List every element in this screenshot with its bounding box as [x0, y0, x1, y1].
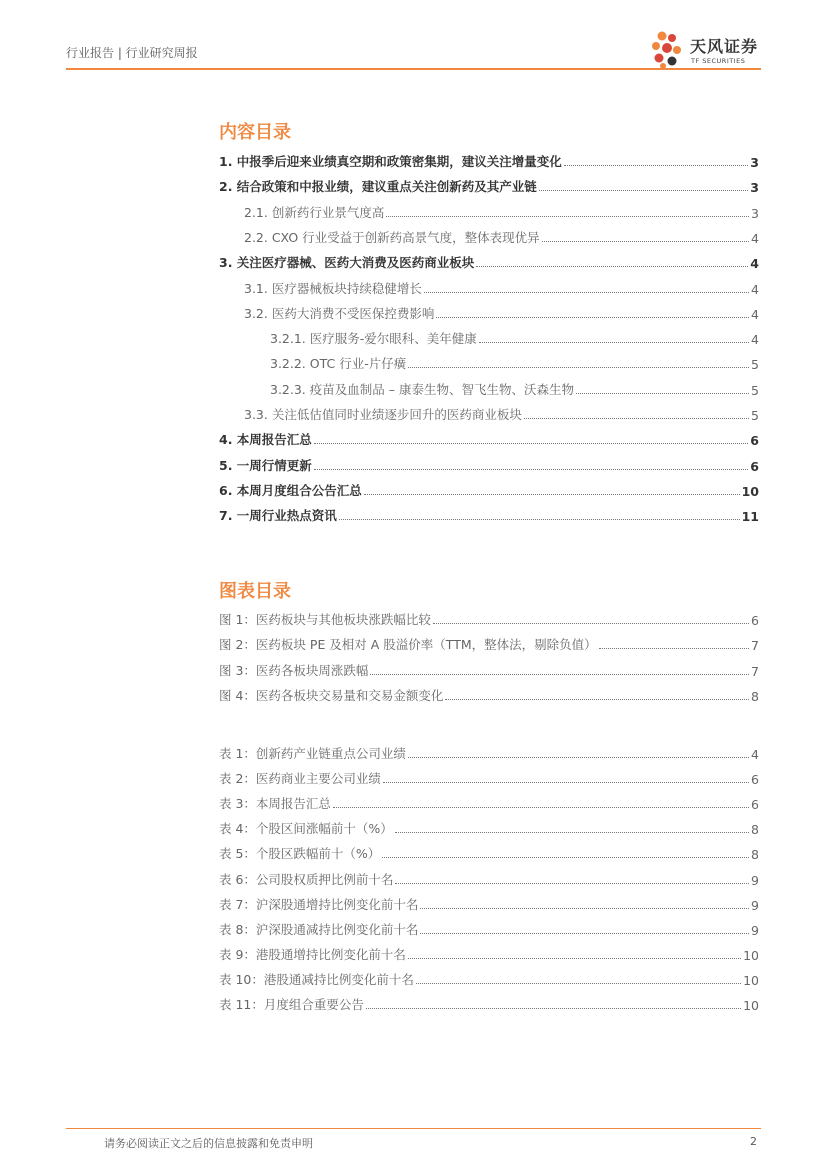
dot-leader — [599, 648, 749, 649]
dot-leader — [333, 807, 749, 808]
header-breadcrumb: 行业报告 | 行业研究周报 — [66, 46, 198, 60]
dot-leader — [524, 418, 749, 419]
toc-entry-label: 3.2.1. 医疗服务-爱尔眼科、美年健康 — [270, 331, 477, 347]
dot-leader — [479, 342, 749, 343]
toc-entry[interactable] — [270, 327, 759, 347]
table-entry-page: 9 — [751, 872, 759, 888]
table-entry[interactable] — [219, 868, 759, 888]
toc-entry-page: 4 — [751, 306, 759, 322]
table-entry-label: 表 7：沪深股通增持比例变化前十名 — [219, 896, 419, 912]
table-entry-label: 表 1：创新药产业链重点公司业绩 — [219, 746, 406, 761]
toc-entry-label: 2.1. 创新药行业景气度高 — [244, 204, 385, 220]
dot-leader — [576, 393, 749, 394]
table-entry-label: 表 2：医药商业主要公司业绩 — [219, 771, 381, 787]
dot-leader — [416, 983, 741, 984]
table-entry[interactable] — [219, 767, 759, 787]
toc-entry[interactable] — [219, 428, 759, 448]
table-entry[interactable] — [219, 918, 759, 938]
toc-entry-label: 3.2.2. OTC 行业-片仔癀 — [270, 356, 407, 372]
footer-divider — [66, 1128, 761, 1129]
table-entry-page: 8 — [751, 822, 759, 838]
toc-entry-page: 10 — [741, 483, 759, 499]
dot-leader — [445, 699, 749, 700]
toc-entry[interactable] — [219, 454, 759, 474]
table-entry[interactable] — [219, 817, 759, 837]
dot-leader — [539, 190, 748, 191]
dot-leader — [476, 266, 748, 267]
dot-leader — [433, 623, 749, 624]
table-entry-label: 表 11：月度组合重要公告 — [219, 997, 364, 1012]
toc-entry-page: 6 — [750, 458, 759, 474]
toc-entry-label: 1. 中报季后迎来业绩真空期和政策密集期，建议关注增量变化 — [219, 154, 562, 169]
table-entry[interactable] — [219, 842, 759, 862]
figure-entry-page: 7 — [751, 663, 759, 679]
table-entry-label: 表 9：港股通增持比例变化前十名 — [219, 946, 406, 962]
dot-leader — [386, 216, 749, 217]
dot-leader — [364, 494, 740, 495]
logo-subtitle: TF SECURITIES — [691, 57, 746, 65]
footer-disclaimer: 请务必阅读正文之后的信息披露和免责申明 — [104, 1137, 313, 1150]
figure-entry-page: 7 — [751, 638, 759, 654]
table-entry[interactable] — [219, 792, 759, 812]
toc-entry-page: 5 — [751, 408, 759, 423]
page-number: 2 — [750, 1135, 757, 1148]
table-entry-page: 9 — [751, 922, 759, 938]
toc-entry-label: 7. 一周行业热点资讯 — [219, 508, 337, 524]
toc-entry[interactable] — [244, 403, 759, 423]
toc-entry-label: 3. 关注医疗器械、医药大消费及医药商业板块 — [219, 255, 475, 271]
table-entry-label: 表 10：港股通减持比例变化前十名 — [219, 971, 414, 987]
table-entry-label: 表 5：个股区跌幅前十（%） — [219, 846, 381, 862]
toc-entry-page: 3 — [750, 180, 759, 196]
figure-entry[interactable] — [219, 633, 759, 653]
dot-leader — [420, 933, 749, 934]
toc-title: 内容目录 — [219, 122, 291, 143]
toc-entry[interactable] — [219, 504, 759, 524]
figure-entry-label: 图 1：医药板块与其他板块涨跌幅比较 — [219, 612, 431, 627]
toc-entry[interactable] — [270, 352, 759, 372]
toc-entry[interactable] — [219, 479, 759, 499]
table-entry-page: 10 — [743, 998, 759, 1013]
dot-leader — [314, 469, 748, 470]
dot-leader — [382, 857, 749, 858]
table-entry-page: 6 — [751, 797, 759, 813]
toc-entry-page: 5 — [751, 357, 759, 373]
dot-leader — [436, 317, 749, 318]
table-entry-page: 10 — [743, 947, 759, 963]
toc-entry[interactable] — [219, 150, 759, 170]
table-entry[interactable] — [219, 742, 759, 762]
table-entry-page: 10 — [743, 972, 759, 988]
toc-entry-label: 3.2. 医药大消费不受医保控费影响 — [244, 305, 435, 321]
figure-entry-page: 8 — [751, 688, 759, 704]
dot-leader — [314, 443, 748, 444]
dot-leader — [370, 674, 749, 675]
dot-leader — [366, 1008, 741, 1009]
toc-entry[interactable] — [244, 201, 759, 221]
toc-entry-page: 4 — [751, 281, 759, 297]
toc-entry-page: 4 — [751, 230, 759, 246]
toc-entry-page: 6 — [750, 433, 759, 449]
figure-entry-label: 图 4：医药各板块交易量和交易金额变化 — [219, 687, 444, 703]
table-entry-label: 表 8：沪深股通减持比例变化前十名 — [219, 921, 419, 937]
table-entry[interactable] — [219, 893, 759, 913]
toc-entry[interactable] — [219, 251, 759, 271]
logo-name: 天风证券 — [690, 37, 759, 56]
toc-entry-page: 3 — [751, 205, 759, 221]
toc-entry[interactable] — [270, 378, 759, 398]
toc-entry-page: 4 — [751, 332, 759, 348]
dot-leader — [395, 832, 749, 833]
table-entry[interactable] — [219, 943, 759, 963]
dot-leader — [424, 292, 749, 293]
figure-entry[interactable] — [219, 659, 759, 679]
dot-leader — [408, 367, 749, 368]
table-entry-page: 8 — [751, 847, 759, 863]
toc-entry-label: 2. 结合政策和中报业绩，建议重点关注创新药及其产业链 — [219, 179, 537, 195]
figure-entry[interactable] — [219, 684, 759, 704]
toc-entry-label: 6. 本周月度组合公告汇总 — [219, 482, 362, 498]
table-entry-label: 表 4：个股区间涨幅前十（%） — [219, 821, 393, 837]
toc-entry-label: 3.2.3. 疫苗及血制品 – 康泰生物、智飞生物、沃森生物 — [270, 381, 574, 397]
toc-entry[interactable] — [244, 226, 759, 246]
company-logo — [650, 28, 765, 70]
toc-entry-label: 5. 一周行情更新 — [219, 457, 312, 473]
dot-leader — [564, 165, 748, 166]
toc-entry-page: 3 — [750, 155, 759, 170]
toc-entry[interactable] — [244, 277, 759, 297]
table-entry-page: 4 — [751, 747, 759, 762]
toc-entry-page: 11 — [741, 509, 759, 525]
figures-title: 图表目录 — [219, 581, 291, 602]
toc-entry[interactable] — [244, 302, 759, 322]
figure-entry-label: 图 3：医药各板块周涨跌幅 — [219, 662, 369, 678]
table-entry-page: 9 — [751, 897, 759, 913]
table-entry-label: 表 3：本周报告汇总 — [219, 796, 331, 812]
figure-entry-page: 6 — [751, 613, 759, 628]
dot-leader — [339, 519, 740, 520]
table-entry[interactable] — [219, 993, 759, 1013]
dot-leader — [420, 908, 749, 909]
toc-entry-page: 4 — [750, 256, 759, 272]
table-entry[interactable] — [219, 968, 759, 988]
dot-leader — [395, 883, 749, 884]
dot-leader — [408, 757, 749, 758]
table-entry-label: 表 6：公司股权质押比例前十名 — [219, 871, 394, 887]
figure-entry[interactable] — [219, 608, 759, 628]
toc-entry-label: 4. 本周报告汇总 — [219, 432, 312, 448]
flower-logo-icon — [650, 28, 686, 70]
dot-leader — [383, 782, 749, 783]
toc-entry-page: 5 — [751, 382, 759, 398]
table-entry-page: 6 — [751, 772, 759, 788]
dot-leader — [542, 241, 749, 242]
toc-entry-label: 3.1. 医疗器械板块持续稳健增长 — [244, 280, 422, 296]
toc-entry-label: 2.2. CXO 行业受益于创新药高景气度，整体表现优异 — [244, 229, 540, 245]
figure-entry-label: 图 2：医药板块 PE 及相对 A 股溢价率（TTM，整体法，剔除负值） — [219, 637, 597, 653]
toc-entry-label: 3.3. 关注低估值同时业绩逐步回升的医药商业板块 — [244, 407, 522, 422]
dot-leader — [408, 958, 741, 959]
toc-entry[interactable] — [219, 175, 759, 195]
